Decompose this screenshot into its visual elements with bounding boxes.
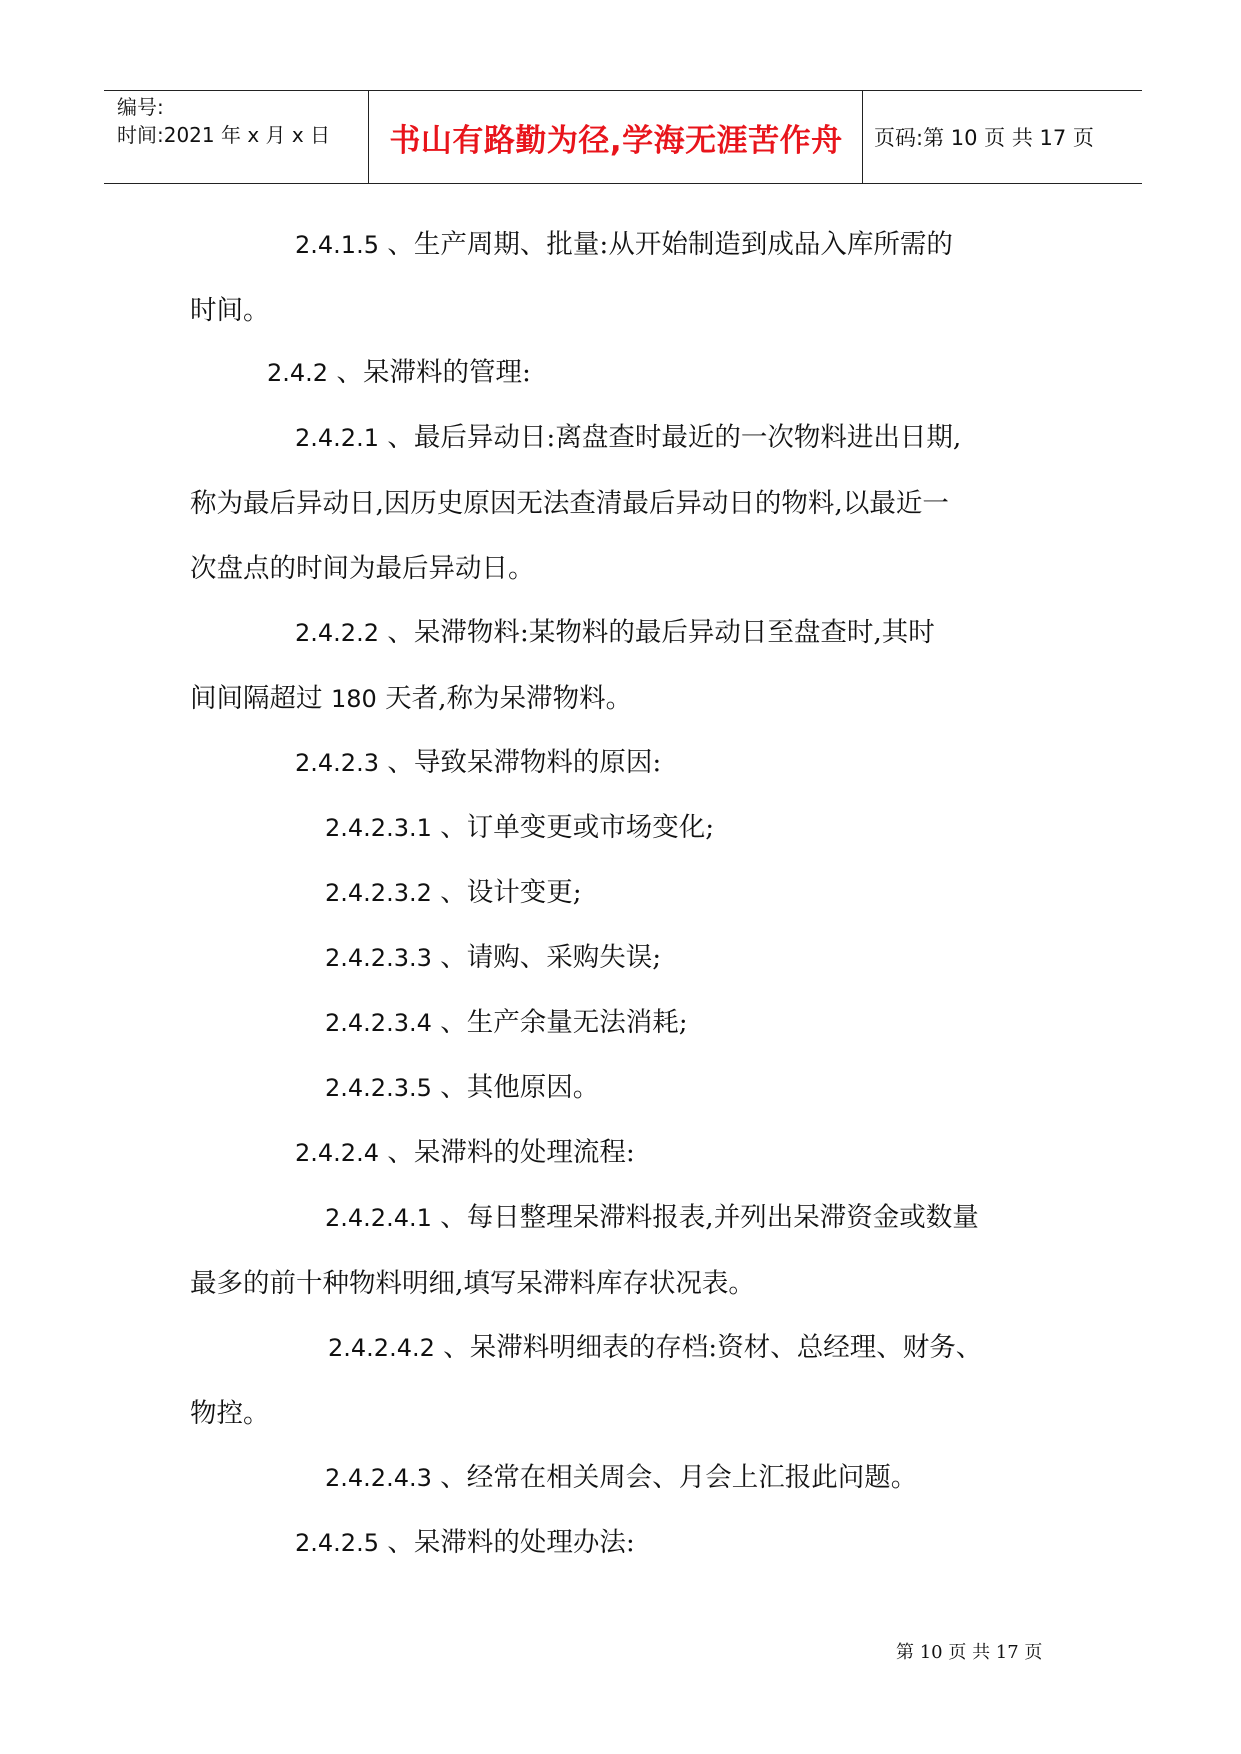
section-number: 2.4.2.3.1 (325, 814, 432, 842)
paragraph-2-4-2-3-1 (190, 795, 1070, 861)
header-motto: 书山有路勤为径,学海无涯苦作舟 (389, 122, 843, 159)
paragraph-text: 、最后异动日:离盘查时最近的一次物料进出日期, (378, 422, 962, 453)
paragraph-text: 、请购、采购失误; (431, 942, 662, 973)
paragraph-text: 天者,称为呆滞物料。 (376, 683, 633, 714)
header-time-label: 时间:2021 年 x 月 x 日 (117, 123, 331, 147)
section-number: 2.4.2 (267, 359, 329, 387)
section-number: 2.4.2.4.3 (325, 1464, 432, 1492)
paragraph-text: 、生产周期、批量:从开始制造到成品入库所需的 (378, 229, 953, 260)
section-number: 2.4.2.1 (295, 424, 379, 452)
paragraph-2-4-2-3-3 (190, 925, 1070, 991)
paragraph-2-4-2 (190, 340, 1070, 406)
paragraph-2-4-2-1 (190, 405, 1070, 601)
paragraph-2-4-2-3-2 (190, 860, 1070, 926)
header-divider (862, 91, 863, 183)
paragraph-text: 、每日整理呆滞料报表,并列出呆滞资金或数量 (431, 1202, 979, 1233)
paragraph-text: 、生产余量无法消耗; (431, 1007, 688, 1038)
header-number-label: 编号: (117, 95, 164, 119)
header-page-info: 页码:第 10 页 共 17 页 (874, 126, 1094, 150)
paragraph-text: 时间。 (190, 295, 270, 326)
section-number: 2.4.2.5 (295, 1529, 379, 1557)
paragraph-2-4-2-2 (190, 600, 1070, 732)
paragraph-2-4-2-3-4 (190, 990, 1070, 1056)
paragraph-text: 、设计变更; (431, 877, 582, 908)
paragraph-text: 、订单变更或市场变化; (431, 812, 715, 843)
paragraph-text: 物控。 (190, 1398, 270, 1429)
section-number: 2.4.2.3 (295, 749, 379, 777)
section-number: 2.4.2.4 (295, 1139, 379, 1167)
section-number: 2.4.2.3.2 (325, 879, 432, 907)
paragraph-text: 次盘点的时间为最后异动日。 (190, 553, 535, 584)
paragraph-text: 间间隔超过 (190, 683, 331, 714)
footer-page-info: 第 10 页 共 17 页 (896, 1642, 1043, 1663)
section-number: 2.4.2.2 (295, 619, 379, 647)
section-number: 2.4.2.3.5 (325, 1074, 432, 1102)
header-divider (368, 91, 369, 183)
paragraph-2-4-2-5 (190, 1510, 1070, 1576)
paragraph-2-4-2-3 (190, 730, 1070, 796)
paragraph-text: 最多的前十种物料明细,填写呆滞料库存状况表。 (190, 1268, 755, 1299)
paragraph-text: 、呆滞物料:某物料的最后异动日至盘查时,其时 (378, 617, 935, 648)
paragraph-text: 、呆滞料的处理办法: (378, 1527, 635, 1558)
paragraph-text: 、导致呆滞物料的原因: (378, 747, 662, 778)
paragraph-2-4-2-3-5 (190, 1055, 1070, 1121)
paragraph-2-4-1-5 (190, 212, 1070, 343)
paragraph-text: 称为最后异动日,因历史原因无法查清最后异动日的物料,以最近一 (190, 488, 949, 519)
paragraph-2-4-2-4-2 (190, 1315, 1070, 1446)
section-number: 2.4.2.3.3 (325, 944, 432, 972)
paragraph-text: 、呆滞料明细表的存档:资材、总经理、财务、 (434, 1332, 983, 1363)
section-number: 2.4.2.4.2 (328, 1334, 435, 1362)
paragraph-2-4-2-4 (190, 1120, 1070, 1186)
paragraph-2-4-2-4-3 (190, 1445, 1070, 1511)
paragraph-text: 、其他原因。 (431, 1072, 600, 1103)
paragraph-text: 、呆滞料的处理流程: (378, 1137, 635, 1168)
paragraph-text: 、呆滞料的管理: (328, 357, 531, 388)
paragraph-text: 、经常在相关周会、月会上汇报此问题。 (431, 1462, 918, 1493)
days-number: 180 (330, 685, 377, 713)
section-number: 2.4.2.3.4 (325, 1009, 432, 1037)
header-meta (117, 93, 367, 149)
paragraph-2-4-2-4-1 (190, 1185, 1070, 1316)
section-number: 2.4.2.4.1 (325, 1204, 432, 1232)
document-header (104, 90, 1142, 184)
section-number: 2.4.1.5 (295, 231, 379, 259)
